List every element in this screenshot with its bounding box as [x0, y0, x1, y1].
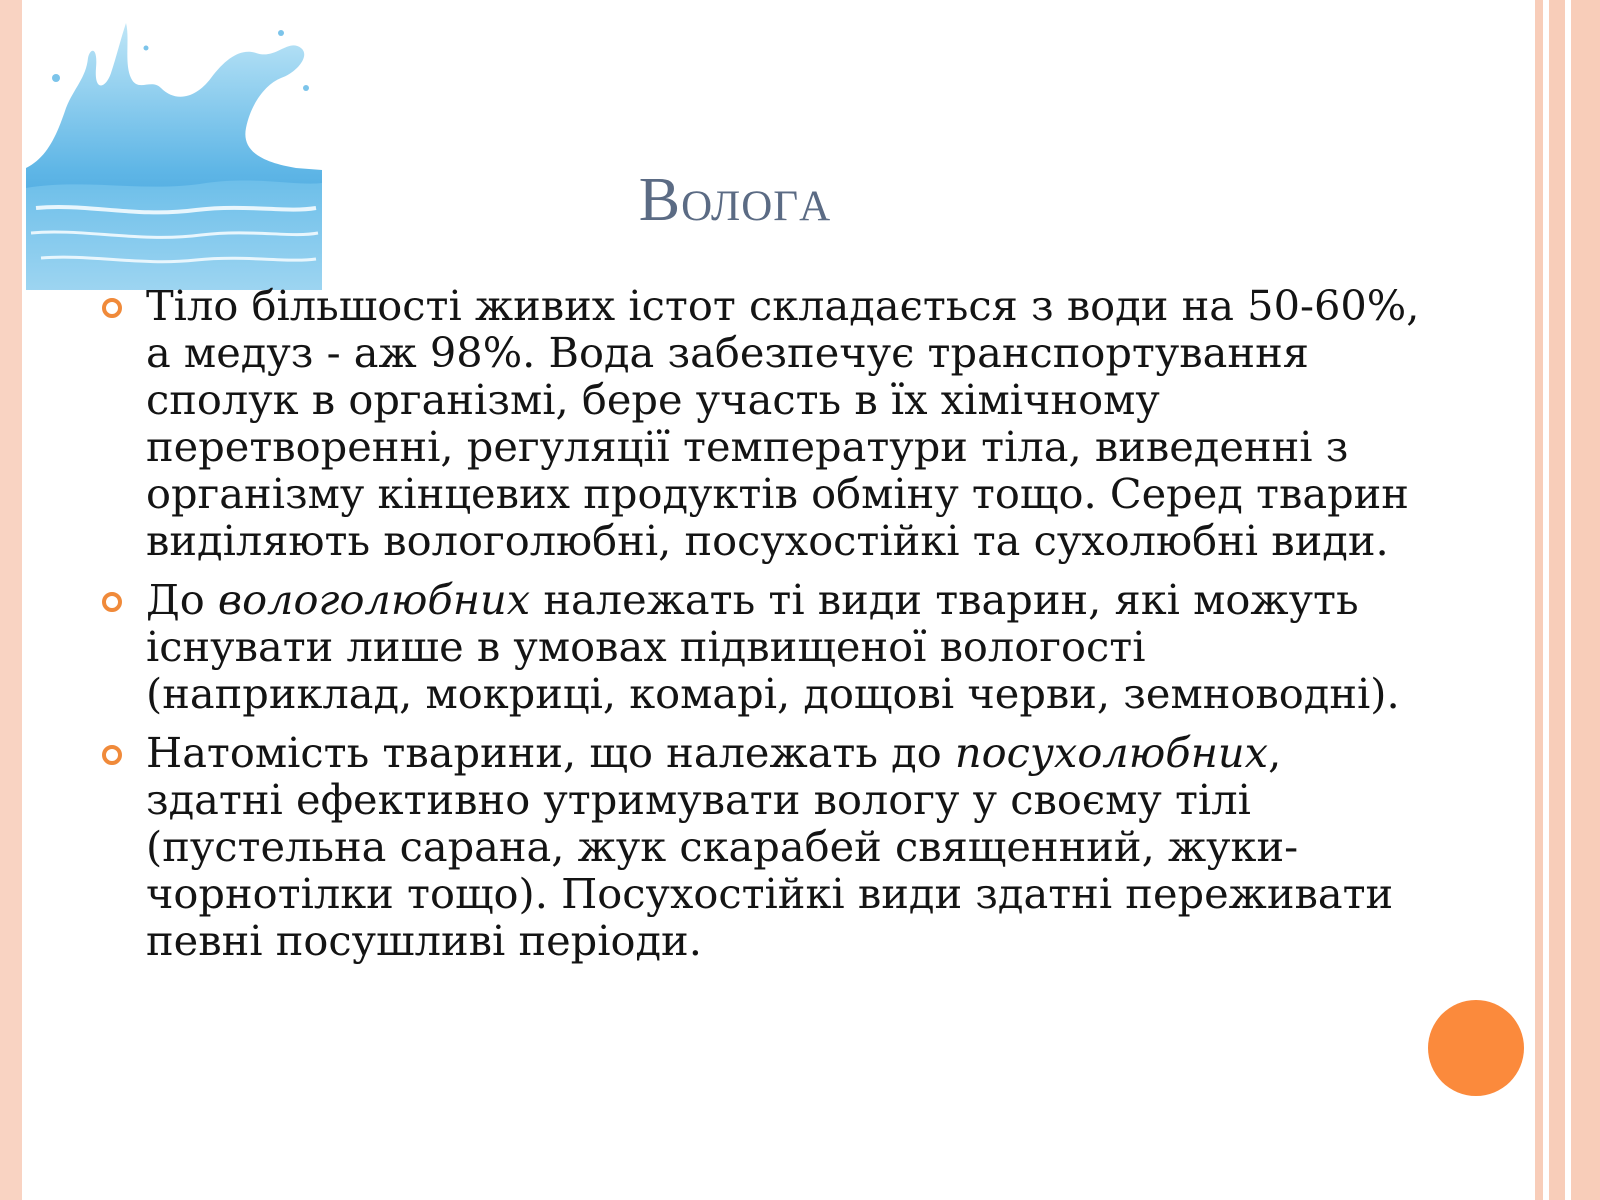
- bullet-item: [100, 282, 1420, 564]
- right-border-decoration: [1535, 0, 1600, 1200]
- bullet-text: Тіло більшості живих істот складається з води на 50-60%, а медуз - аж 98%. Вода забезпечує транспортування сполук в організмі, бере участь в їх хімічному перетворенні, регуляції температури тіла, виведенні з організму кінцевих продуктів обміну тощо. Серед тварин виділяють вологолюбні, посухостійкі та сухолюбні види.: [146, 281, 1420, 565]
- bullet-text-post: належать ті види тварин, які можуть існувати лише в умовах підвищеної вологості (наприклад, мокриці, комарі, дощові черви, земноводні).: [146, 575, 1400, 718]
- bullet-text-pre: До: [146, 575, 218, 624]
- bullet-circle-icon: [102, 298, 122, 318]
- bullet-text-italic: вологолюбних: [217, 575, 531, 624]
- left-border-decoration: [0, 0, 22, 1200]
- slide-title: Вологa: [638, 166, 832, 234]
- decorative-orange-circle: [1428, 1000, 1524, 1096]
- bullet-circle-icon: [102, 745, 122, 765]
- bullet-list: [100, 282, 1420, 976]
- bullet-text-italic: посухолюбних: [954, 728, 1269, 777]
- bullet-item: [100, 576, 1420, 717]
- water-splash-image: [26, 18, 322, 290]
- bullet-text-pre: Натомість тварини, що належать до: [146, 728, 955, 777]
- bullet-item: [100, 729, 1420, 964]
- bullet-circle-icon: [102, 592, 122, 612]
- bullet-text-post: , здатні ефективно утримувати вологу у своєму тілі (пустельна сарана, жук скарабей священний, жуки-чорнотілки тощо). Посухостійкі види здатні переживати певні посушливі періоди.: [146, 728, 1394, 965]
